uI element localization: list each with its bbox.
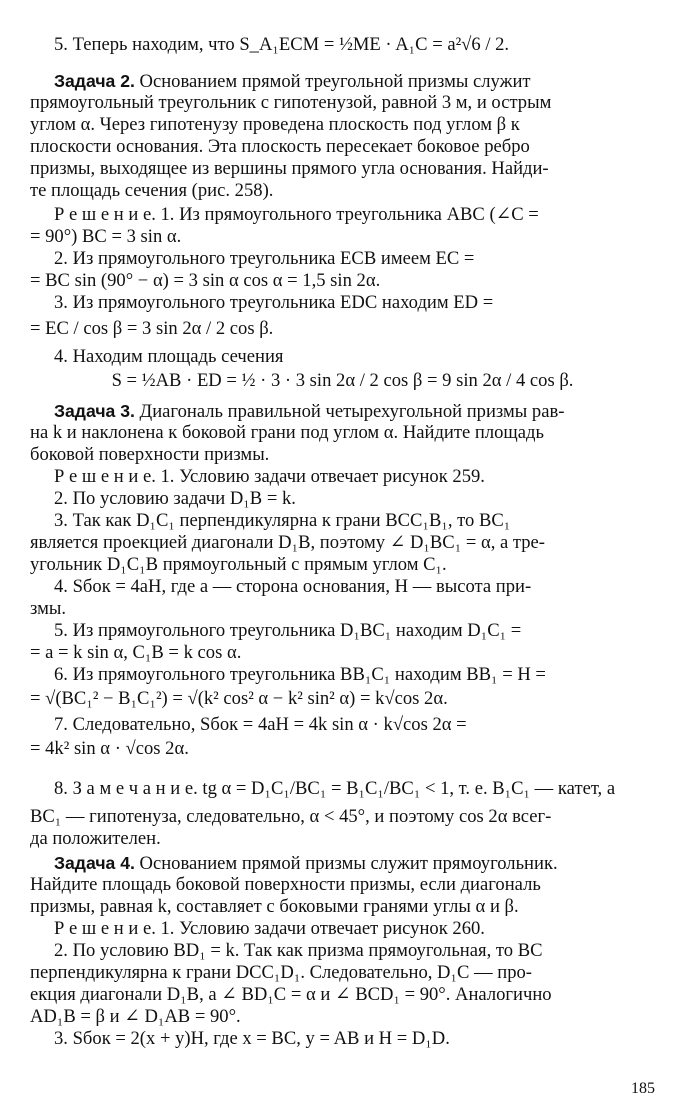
text-line: 2. По условию задачи D₁B = k.: [54, 488, 296, 509]
text-line: 4. Sбок = 4aH, где a — сторона основания, H — высота при-: [54, 576, 532, 597]
text-line: 5. Теперь находим, что S_A₁ECM = ½ME · A₁C = a²√6 / 2.: [54, 34, 510, 55]
text-line: 5. Из прямоугольного треугольника D₁BC₁ находим D₁C₁ =: [54, 620, 522, 641]
text-line: 3. Из прямоугольного треугольника EDC находим ED =: [54, 292, 494, 313]
text-line: 2. По условию BD₁ = k. Так как призма прямоугольная, то BC: [54, 940, 543, 961]
solution-line: Р е ш е н и е. 1. Из прямоугольного треугольника ABC (∠C =: [54, 204, 539, 225]
problem-heading: Задача 2.: [54, 71, 135, 91]
text-line: да положителен.: [30, 828, 161, 849]
text-line: призмы, равная k, составляет с боковыми гранями углы α и β.: [30, 896, 519, 917]
text-line: угольник D₁C₁B прямоугольный с прямым углом C₁.: [30, 554, 447, 575]
text-line: 2. Из прямоугольного треугольника ECB имеем EC =: [54, 248, 475, 269]
text-line: углом α. Через гипотенузу проведена плоскость под углом β к: [30, 114, 520, 135]
text-line: = a = k sin α, C₁B = k cos α.: [30, 642, 242, 663]
text-line: = BC sin (90° − α) = 3 sin α cos α = 1,5 sin 2α.: [30, 270, 381, 291]
text-line: те площадь сечения (рис. 258).: [30, 180, 274, 201]
solution-line: Р е ш е н и е. 1. Условию задачи отвечает рисунок 259.: [54, 466, 485, 487]
problem-heading: Задача 4.: [54, 853, 135, 873]
text-line: 3. Так как D₁C₁ перпендикулярна к грани BCC₁B₁, то BC₁: [54, 510, 511, 531]
text-line: BC₁ — гипотенуза, следовательно, α < 45°, и поэтому cos 2α всег-: [30, 806, 552, 827]
formula-line: = √(BC₁² − B₁C₁²) = √(k² cos² α − k² sin² α) = k√cos 2α.: [30, 688, 448, 709]
text-line: екция диагонали D₁B, а ∠ BD₁C = α и ∠ BCD₁ = 90°. Аналогично: [30, 984, 552, 1005]
formula-line: S = ½AB · ED = ½ · 3 · 3 sin 2α / 2 cos β = 9 sin 2α / 4 cos β.: [111, 370, 574, 391]
problem-heading: Задача 3.: [54, 401, 135, 421]
text-line: Найдите площадь боковой поверхности призмы, если диагональ: [30, 874, 541, 895]
problem-4-heading-line: Задача 4. Основанием прямой призмы служит прямоугольник.: [54, 853, 558, 874]
solution-line: Р е ш е н и е. 1. Условию задачи отвечает рисунок 260.: [54, 918, 485, 939]
text-line: 4. Находим площадь сечения: [54, 346, 284, 367]
text-line: = 90°) BC = 3 sin α.: [30, 226, 182, 247]
text-line: является проекцией диагонали D₁B, поэтому ∠ D₁BC₁ = α, а тре-: [30, 532, 545, 553]
text-line: плоскости основания. Эта плоскость пересекает боковое ребро: [30, 136, 530, 157]
formula-line: = 4k² sin α · √cos 2α.: [30, 738, 189, 759]
text-line: перпендикулярна к грани DCC₁D₁. Следовательно, D₁C — про-: [30, 962, 532, 983]
text-line: призмы, выходящее из вершины прямого угла основания. Найди-: [30, 158, 549, 179]
text-line: прямоугольный треугольник с гипотенузой, равной 3 м, и острым: [30, 92, 552, 113]
text-line: 7. Следовательно, Sбок = 4aH = 4k sin α · k√cos 2α =: [54, 714, 467, 735]
problem-3-heading-line: Задача 3. Диагональ правильной четырехугольной призмы рав-: [54, 401, 565, 422]
text-line: 6. Из прямоугольного треугольника BB₁C₁ находим BB₁ = H =: [54, 664, 546, 685]
text-line: змы.: [30, 598, 66, 619]
remark-line: 8. З а м е ч а н и е. tg α = D₁C₁/BC₁ = B₁C₁/BC₁ < 1, т. е. B₁C₁ — катет, а: [54, 778, 616, 799]
text-line: на k и наклонена к боковой грани под углом α. Найдите площадь: [30, 422, 544, 443]
formula-line: = EC / cos β = 3 sin 2α / 2 cos β.: [30, 318, 274, 339]
text-line: боковой поверхности призмы.: [30, 444, 270, 465]
text-line: AD₁B = β и ∠ D₁AB = 90°.: [30, 1006, 241, 1027]
problem-2-heading-line: Задача 2. Основанием прямой треугольной призмы служит: [54, 71, 531, 92]
text-line: 3. Sбок = 2(x + y)H, где x = BC, y = AB и H = D₁D.: [54, 1028, 450, 1049]
page-number: 185: [631, 1080, 655, 1097]
